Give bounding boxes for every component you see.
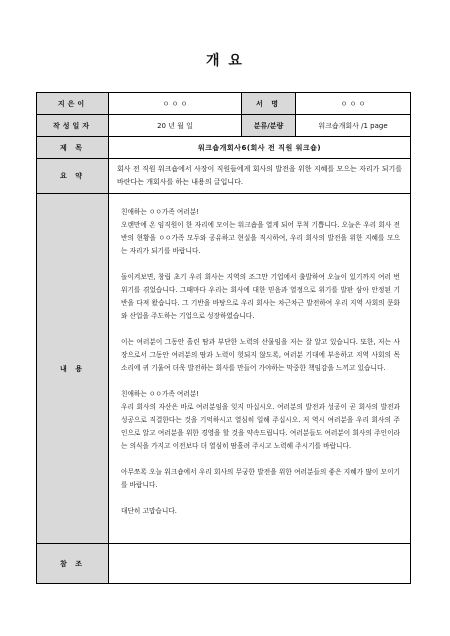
value-summary: 회사 전 직원 워크숍에서 사장이 직원들에게 회사의 발전을 위한 지혜를 모으는 자리가 되기를 바란다는 개회사를 하는 내용의 글입니다. (109, 159, 411, 194)
label-date: 작성일자 (37, 115, 109, 137)
content-closing: 대단히 고맙습니다. (121, 507, 177, 515)
row-author (37, 93, 411, 115)
row-summary (37, 159, 411, 194)
document-form-table (36, 92, 411, 584)
content-paragraph: 아무쪼록 오늘 워크숍에서 우리 회사의 무궁한 발전을 위한 여러분들의 좋은 지혜가 많이 모이기를 바랍니다. (121, 468, 400, 489)
label-signature: 서 명 (242, 93, 296, 115)
label-subject: 제 목 (37, 137, 109, 159)
label-content: 내 용 (37, 194, 109, 544)
content-paragraph: 돌이켜보면, 창립 초기 우리 회사는 지역의 조그만 기업에서 출발하여 오늘이 있기까지 여러 번 위기를 겪었습니다. 그때마다 우리는 회사에 대한 믿음과 열정으로 위기를 발판 삼아 안정된 기반을 다져 왔습니다. 그 기반을 바탕으로 우리 회사는 차근차근 발전하여 우리 지역 사회의 문화와 산업을 주도하는 기업으로 성장하였습니다. (121, 273, 400, 320)
row-subject (37, 137, 411, 159)
label-reference: 참 조 (37, 544, 109, 584)
value-date: 20 년 월 일 (109, 115, 242, 137)
label-category: 분류/분량 (242, 115, 296, 137)
value-name: ㅇ ㅇ ㅇ (109, 93, 242, 115)
value-subject: 워크숍개회사6(회사 전 직원 워크숍) (109, 137, 411, 159)
content-body (109, 194, 411, 544)
label-name: 지은이 (37, 93, 109, 115)
value-signature: ㅇ ㅇ ㅇ (296, 93, 411, 115)
value-category: 워크숍개회사 /1 page (296, 115, 411, 137)
content-paragraph: 친애하는 ㅇㅇ가족 여러분! 우리 회사의 자산은 바로 여러분임을 잊지 마십시오. 여러분의 발전과 성공이 곧 회사의 발전과 성공으로 직결한다는 것을 기억하시고 열심히 일해 주십시오. 저 역시 여러분을 우리 회사의 주인으로 알고 여러분을 위한 경영을 할 것을 약속드립니다. 여러분들도 여러분이 회사의 주인이라는 의식을 가지고 이전보다 더 열심히 땀흘려 주시고 노력해 주시기를 바랍니다. (121, 390, 400, 450)
row-reference (37, 544, 411, 584)
page-title: 개 요 (206, 53, 244, 69)
value-reference (109, 544, 411, 584)
row-content (37, 194, 411, 544)
label-summary: 요 약 (37, 159, 109, 194)
row-date (37, 115, 411, 137)
content-paragraph: 이는 여러분이 그동안 흘린 땀과 부단한 노력의 산물임을 저는 잘 알고 있습니다. 또한, 저는 사장으로서 그동안 여러분의 땀과 노력이 헛되지 않도록, 여러분 기대에 부응하고 지역 사회의 목소리에 귀 기울여 더욱 발전하는 회사를 만들어 가야하는 막중한 책임감을 느끼고 있습니다. (121, 338, 400, 372)
content-paragraph: 친애하는 ㅇㅇ가족 여러분! 오랜만에 온 임직원이 한 자리에 모이는 워크숍을 열게 되어 무척 기쁩니다. 오늘은 우리 회사 전반의 현황을 ㅇㅇ가족 모두와 공유하고 현실을 직시하여, 우리 회사의 발전을 위한 지혜를 모으는 자리가 되기를 바랍니다. (121, 208, 400, 255)
